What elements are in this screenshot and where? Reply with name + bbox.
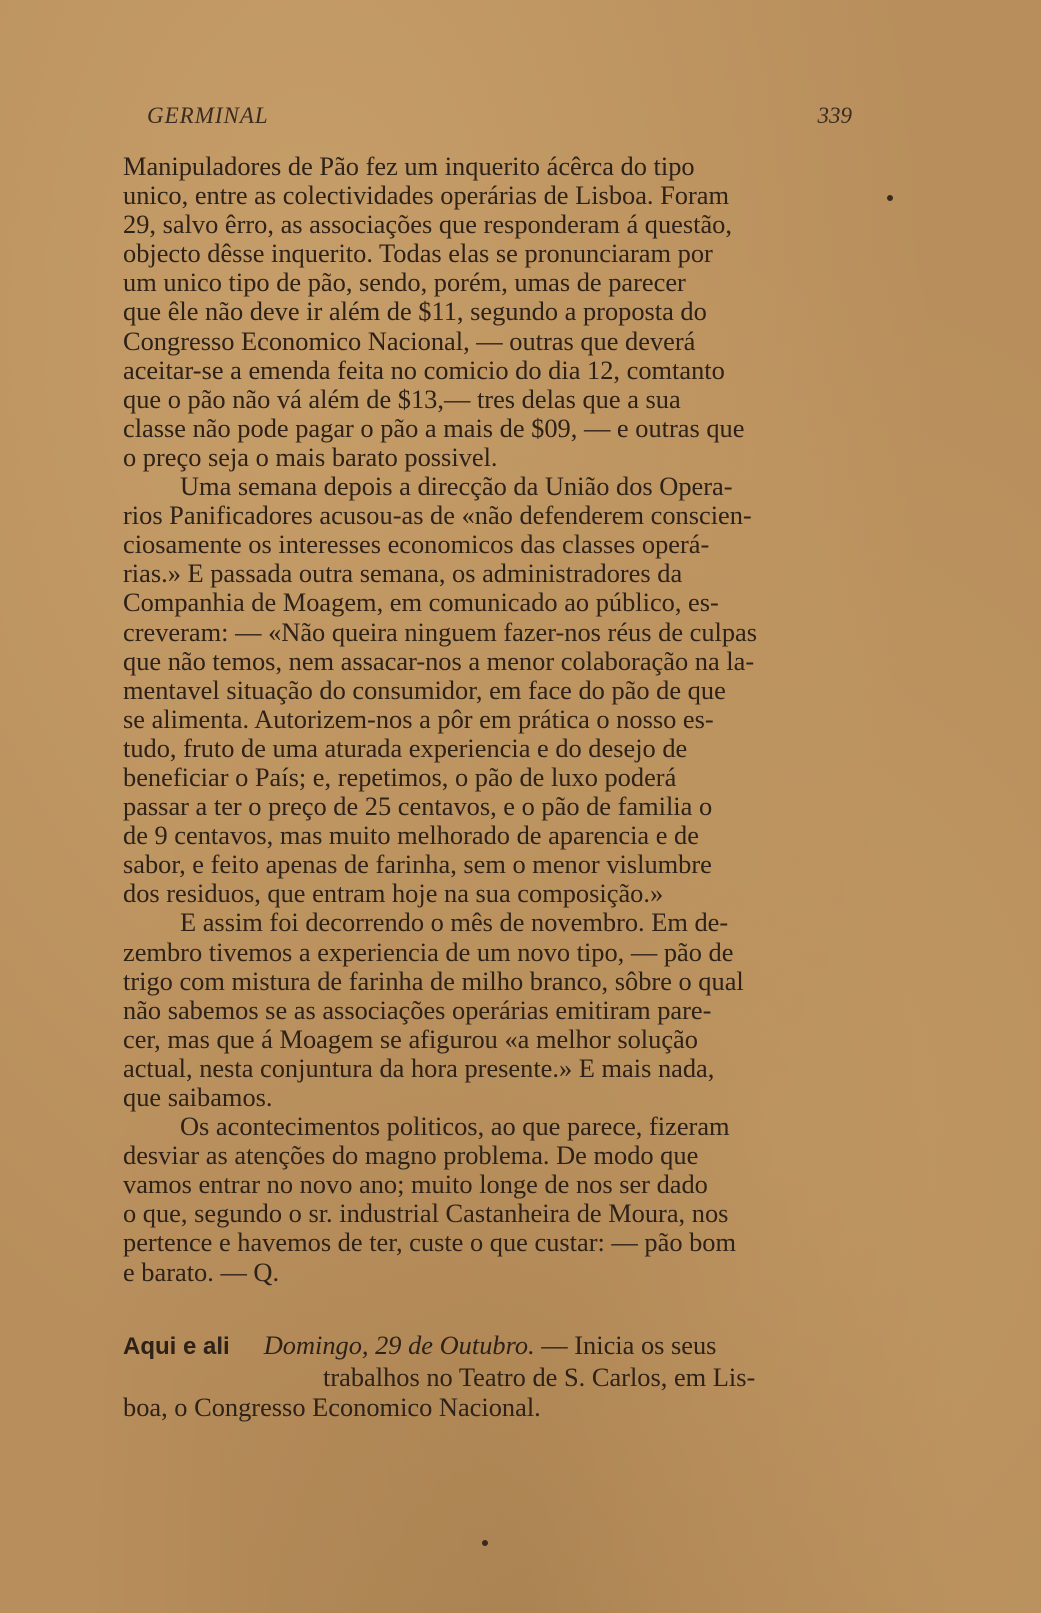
text-line: E assim foi decorrendo o mês de novembro. Em de- [180,907,729,938]
text-line: sabor, e feito apenas de farinha, sem o menor vislumbre [123,849,712,880]
text-line: de 9 centavos, mas muito melhorado de aparencia e de [123,820,699,851]
text-line: Os acontecimentos politicos, ao que parece, fizeram [180,1111,730,1142]
text-line: e barato. — Q. [123,1256,280,1287]
text-line: pertence e havemos de ter, custe o que custar: — pão bom [123,1227,737,1258]
text-line: que saibamos. [123,1082,273,1112]
section-heading: Aqui e ali [123,1333,230,1360]
paper-speck [482,1540,488,1546]
text-line: que êle não deve ir além de $11, segundo a proposta do [123,296,707,327]
section-text-line: boa, o Congresso Economico Nacional. [123,1392,541,1422]
text-line: que não temos, nem assacar-nos a menor colaboração na la- [123,645,755,676]
section-text-line: trabalhos no Teatro de S. Carlos, em Lis- [323,1362,756,1392]
text-line: Uma semana depois a direcção da União dos Opera- [180,471,733,502]
text-line: que o pão não vá além de $13,— tres delas que a sua [123,383,681,414]
text-line: desviar as atenções do magno problema. De modo que [123,1140,699,1171]
text-line: dos residuos, que entram hoje na sua composição.» [123,878,664,909]
text-line: um unico tipo de pão, sendo, porém, umas de parecer [123,267,686,298]
section-aqui-e-ali [123,1330,883,1422]
text-line: Manipuladores de Pão fez um inquerito ácêrca do tipo [123,151,695,181]
text-line: objecto dêsse inquerito. Todas elas se pronunciaram por [123,238,713,269]
article-body [123,152,883,1287]
paper-speck [887,195,893,201]
text-line: beneficiar o País; e, repetimos, o pão de luxo poderá [123,761,677,792]
text-line: passar a ter o preço de 25 centavos, e o pão de familia o [123,791,713,822]
text-line: classe não pode pagar o pão a mais de $09, — e outras que [123,412,745,443]
running-title: GERMINAL [147,103,269,128]
text-line: se alimenta. Autorizem-nos a pôr em prática o nosso es- [123,703,714,734]
page-header [147,103,852,139]
text-line: aceitar-se a emenda feita no comicio do dia 12, comtanto [123,354,725,385]
section-first-line-text: — Inicia os seus [541,1330,717,1360]
text-line: mentavel situação do consumidor, em face do pão de que [123,674,726,705]
section-first-line [123,1330,883,1362]
text-line: Companhia de Moagem, em comunicado ao público, es- [123,587,719,618]
page-number: 339 [817,103,852,128]
text-line: zembro tivemos a experiencia de um novo tipo, — pão de [123,936,734,967]
text-line: rias.» E passada outra semana, os administradores da [123,558,683,589]
text-line: cer, mas que á Moagem se afigurou «a melhor solução [123,1023,698,1054]
text-line: ciosamente os interesses economicos das classes operá- [123,529,710,560]
text-line: Congresso Economico Nacional, — outras que deverá [123,325,696,356]
text-line: o que, segundo o sr. industrial Castanheira de Moura, nos [123,1198,729,1229]
section-continuation [123,1362,883,1422]
text-line: rios Panificadores acusou-as de «não defenderem conscien- [123,500,752,531]
section-date: Domingo, 29 de Outubro. [263,1330,535,1360]
text-line: não sabemos se as associações operárias emitiram pare- [123,994,712,1025]
text-line: trigo com mistura de farinha de milho branco, sôbre o qual [123,965,744,996]
text-line: actual, nesta conjuntura da hora presente.» E mais nada, [123,1052,715,1083]
text-line: tudo, fruto de uma aturada experiencia e do desejo de [123,732,688,763]
text-line: unico, entre as colectividades operárias de Lisboa. Foram [123,180,730,211]
text-line: creveram: — «Não queira ninguem fazer-nos réus de culpas [123,616,758,647]
text-line: 29, salvo êrro, as associações que responderam á questão, [123,209,732,240]
text-line: o preço seja o mais barato possivel. [123,441,498,472]
text-line: vamos entrar no novo ano; muito longe de nos ser dado [123,1169,708,1200]
